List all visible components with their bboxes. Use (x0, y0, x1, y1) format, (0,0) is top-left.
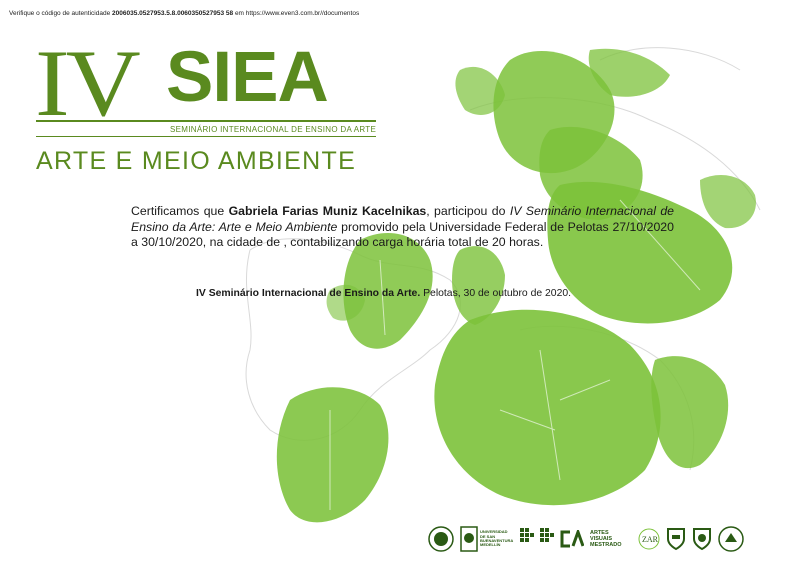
logo-theme: ARTE E MEIO AMBIENTE (36, 147, 357, 175)
logo-divider-lower (36, 136, 376, 137)
signoff-org: IV Seminário Internacional de Ensino da Arte. (196, 288, 421, 299)
partner-label: ARTES VISUAIS MESTRADO (590, 530, 622, 548)
verification-prefix: Verifique o código de autenticidade (9, 10, 111, 17)
certificate-intro: Certificamos que (131, 204, 225, 218)
shield-icon (692, 527, 712, 551)
logo-subtitle: SEMINÁRIO INTERNACIONAL DE ENSINO DA ARTE (170, 125, 377, 134)
verification-line (9, 10, 359, 17)
certificate-after-name: , participou do (426, 204, 506, 218)
partner-logos (428, 524, 744, 554)
leaf (434, 310, 660, 505)
certificate-body (131, 204, 674, 251)
leaf (700, 175, 756, 228)
verification-code: 2006035.0527953.5.8.0060350527953 58 (112, 10, 234, 17)
round-emblem-icon (718, 526, 744, 552)
event-name: IV Seminário Internacional de Ensino da Arte: Arte e Meio Ambiente (131, 204, 675, 234)
logo-roman-numeral: IV (35, 30, 137, 137)
leaf (651, 356, 728, 468)
leaf (277, 387, 389, 522)
institute-federal-icon (540, 528, 554, 550)
signoff (196, 288, 656, 299)
university-seal-icon (460, 526, 514, 552)
certificate-details: promovido pela Universidade Federal de Pelotas 27/10/2020 a 30/10/2020, na cidade de , contabilizando carga horária total de 20 horas. (131, 219, 674, 249)
logo-divider (36, 120, 376, 122)
zar-logo-icon (638, 528, 660, 550)
zar-text: ZAR (642, 535, 658, 544)
institute-federal-icon (520, 528, 534, 550)
artes-visuais-icon (590, 530, 632, 548)
verification-suffix: em https://www.even3.com.br//documentos (234, 10, 360, 17)
seal-icon (428, 526, 454, 552)
partner-label: UNIVERSIDAD DE SAN BUENAVENTURA MEDELLÍN (480, 529, 514, 548)
ca-monogram-icon (560, 530, 584, 548)
leaf (455, 67, 505, 115)
participant-name: Gabriela Farias Muniz Kacelnikas (228, 204, 427, 218)
signoff-place-date: Pelotas, 30 de outubro de 2020. (423, 288, 572, 299)
logo-acronym: SIEA (166, 38, 328, 117)
shield-icon (666, 527, 686, 551)
